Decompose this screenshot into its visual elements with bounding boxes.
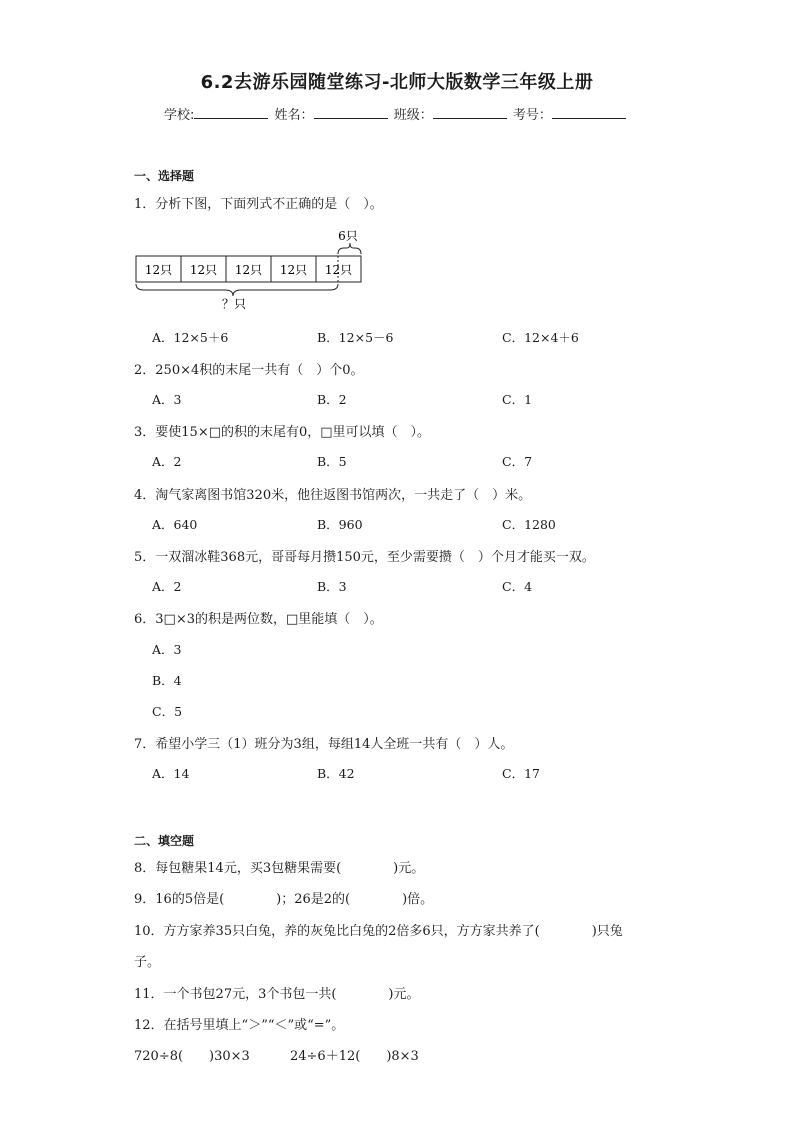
- question-8: 8．每包糖果14元，买3包糖果需要( )元。: [134, 861, 425, 876]
- question-6: 6．3□×3的积是两位数，□里能填（ ）。: [134, 612, 383, 627]
- q6-option-c[interactable]: C．5: [152, 704, 183, 719]
- q3-option-b[interactable]: B．5: [317, 454, 347, 469]
- page-title: 6.2去游乐园随堂练习-北师大版数学三年级上册: [200, 72, 594, 93]
- q4-option-a[interactable]: A．640: [152, 517, 198, 532]
- q1-option-b[interactable]: B．12×5－6: [317, 330, 394, 345]
- question-10: 10．方方家养35只白兔，养的灰兔比白兔的2倍多6只，方方家共养了( )只兔: [134, 924, 623, 939]
- diagram-box-1-label: 12只: [144, 263, 173, 277]
- question-1-diagram: [128, 226, 378, 316]
- q7-option-c[interactable]: C．17: [502, 766, 540, 781]
- question-4: 4．淘气家离图书馆320米，他往返图书馆两次，一共走了（ ）米。: [134, 488, 532, 503]
- question-12-expression-1: 720÷8( )30×3: [134, 1049, 250, 1064]
- q4-option-b[interactable]: B．960: [317, 517, 363, 532]
- q5-option-b[interactable]: B．3: [317, 579, 347, 594]
- question-2: 2．250×4积的末尾一共有（ ）个0。: [134, 363, 364, 378]
- question-10-continued: 子。: [134, 955, 161, 970]
- question-3: 3．要使15×□的积的末尾有0，□里可以填（ ）。: [134, 425, 431, 440]
- diagram-box-4-label: 12只: [279, 263, 308, 277]
- name-label: 姓名：: [274, 108, 314, 123]
- question-12: 12．在括号里填上“＞”“＜”或“=”。: [134, 1018, 345, 1033]
- q7-option-a[interactable]: A．14: [152, 766, 190, 781]
- q7-option-b[interactable]: B．42: [317, 766, 355, 781]
- q3-option-c[interactable]: C．7: [502, 454, 533, 469]
- q6-option-b[interactable]: B．4: [152, 673, 182, 688]
- q6-option-a[interactable]: A．3: [152, 642, 182, 657]
- question-7: 7．希望小学三（1）班分为3组，每组14人全班一共有（ ）人。: [134, 737, 514, 752]
- class-label: 班级：: [393, 108, 433, 123]
- school-blank[interactable]: [194, 106, 268, 119]
- diagram-top-brace: [338, 243, 361, 254]
- question-9: 9．16的5倍是( )；26是2的( )倍。: [134, 892, 434, 907]
- class-blank[interactable]: [433, 106, 507, 119]
- q2-option-a[interactable]: A．3: [152, 392, 182, 407]
- q1-option-c[interactable]: C．12×4＋6: [502, 330, 579, 345]
- question-11: 11．一个书包27元，3个书包一共( )元。: [134, 987, 420, 1002]
- diagram-bottom-brace: [136, 284, 338, 296]
- name-blank[interactable]: [314, 106, 388, 119]
- question-5: 5．一双溜冰鞋368元，哥哥每月攒150元，至少需要攒（ ）个月才能买一双。: [134, 550, 595, 565]
- diagram-bottom-label: ？只: [221, 297, 247, 311]
- q2-option-b[interactable]: B．2: [317, 392, 347, 407]
- q4-option-c[interactable]: C．1280: [502, 517, 556, 532]
- diagram-box-3-label: 12只: [234, 263, 263, 277]
- q5-option-a[interactable]: A．2: [152, 579, 182, 594]
- student-info-line: [164, 104, 628, 123]
- q1-option-a[interactable]: A．12×5＋6: [152, 330, 229, 345]
- question-12-expression-2: 24÷6＋12( )8×3: [290, 1049, 419, 1064]
- exam-no-blank[interactable]: [552, 106, 626, 119]
- q5-option-c[interactable]: C．4: [502, 579, 533, 594]
- diagram-box-5-label: 12只: [324, 263, 353, 277]
- question-1: 1．分析下图，下面列式不正确的是（ ）。: [134, 197, 383, 212]
- section-title-fill: 二、填空题: [134, 834, 195, 848]
- school-label: 学校:: [164, 108, 195, 123]
- diagram-box-2-label: 12只: [189, 263, 218, 277]
- section-title-choice: 一、选择题: [134, 169, 195, 183]
- diagram-top-label: 6只: [338, 229, 358, 243]
- exam-no-label: 考号：: [512, 108, 552, 123]
- q3-option-a[interactable]: A．2: [152, 454, 182, 469]
- q2-option-c[interactable]: C．1: [502, 392, 533, 407]
